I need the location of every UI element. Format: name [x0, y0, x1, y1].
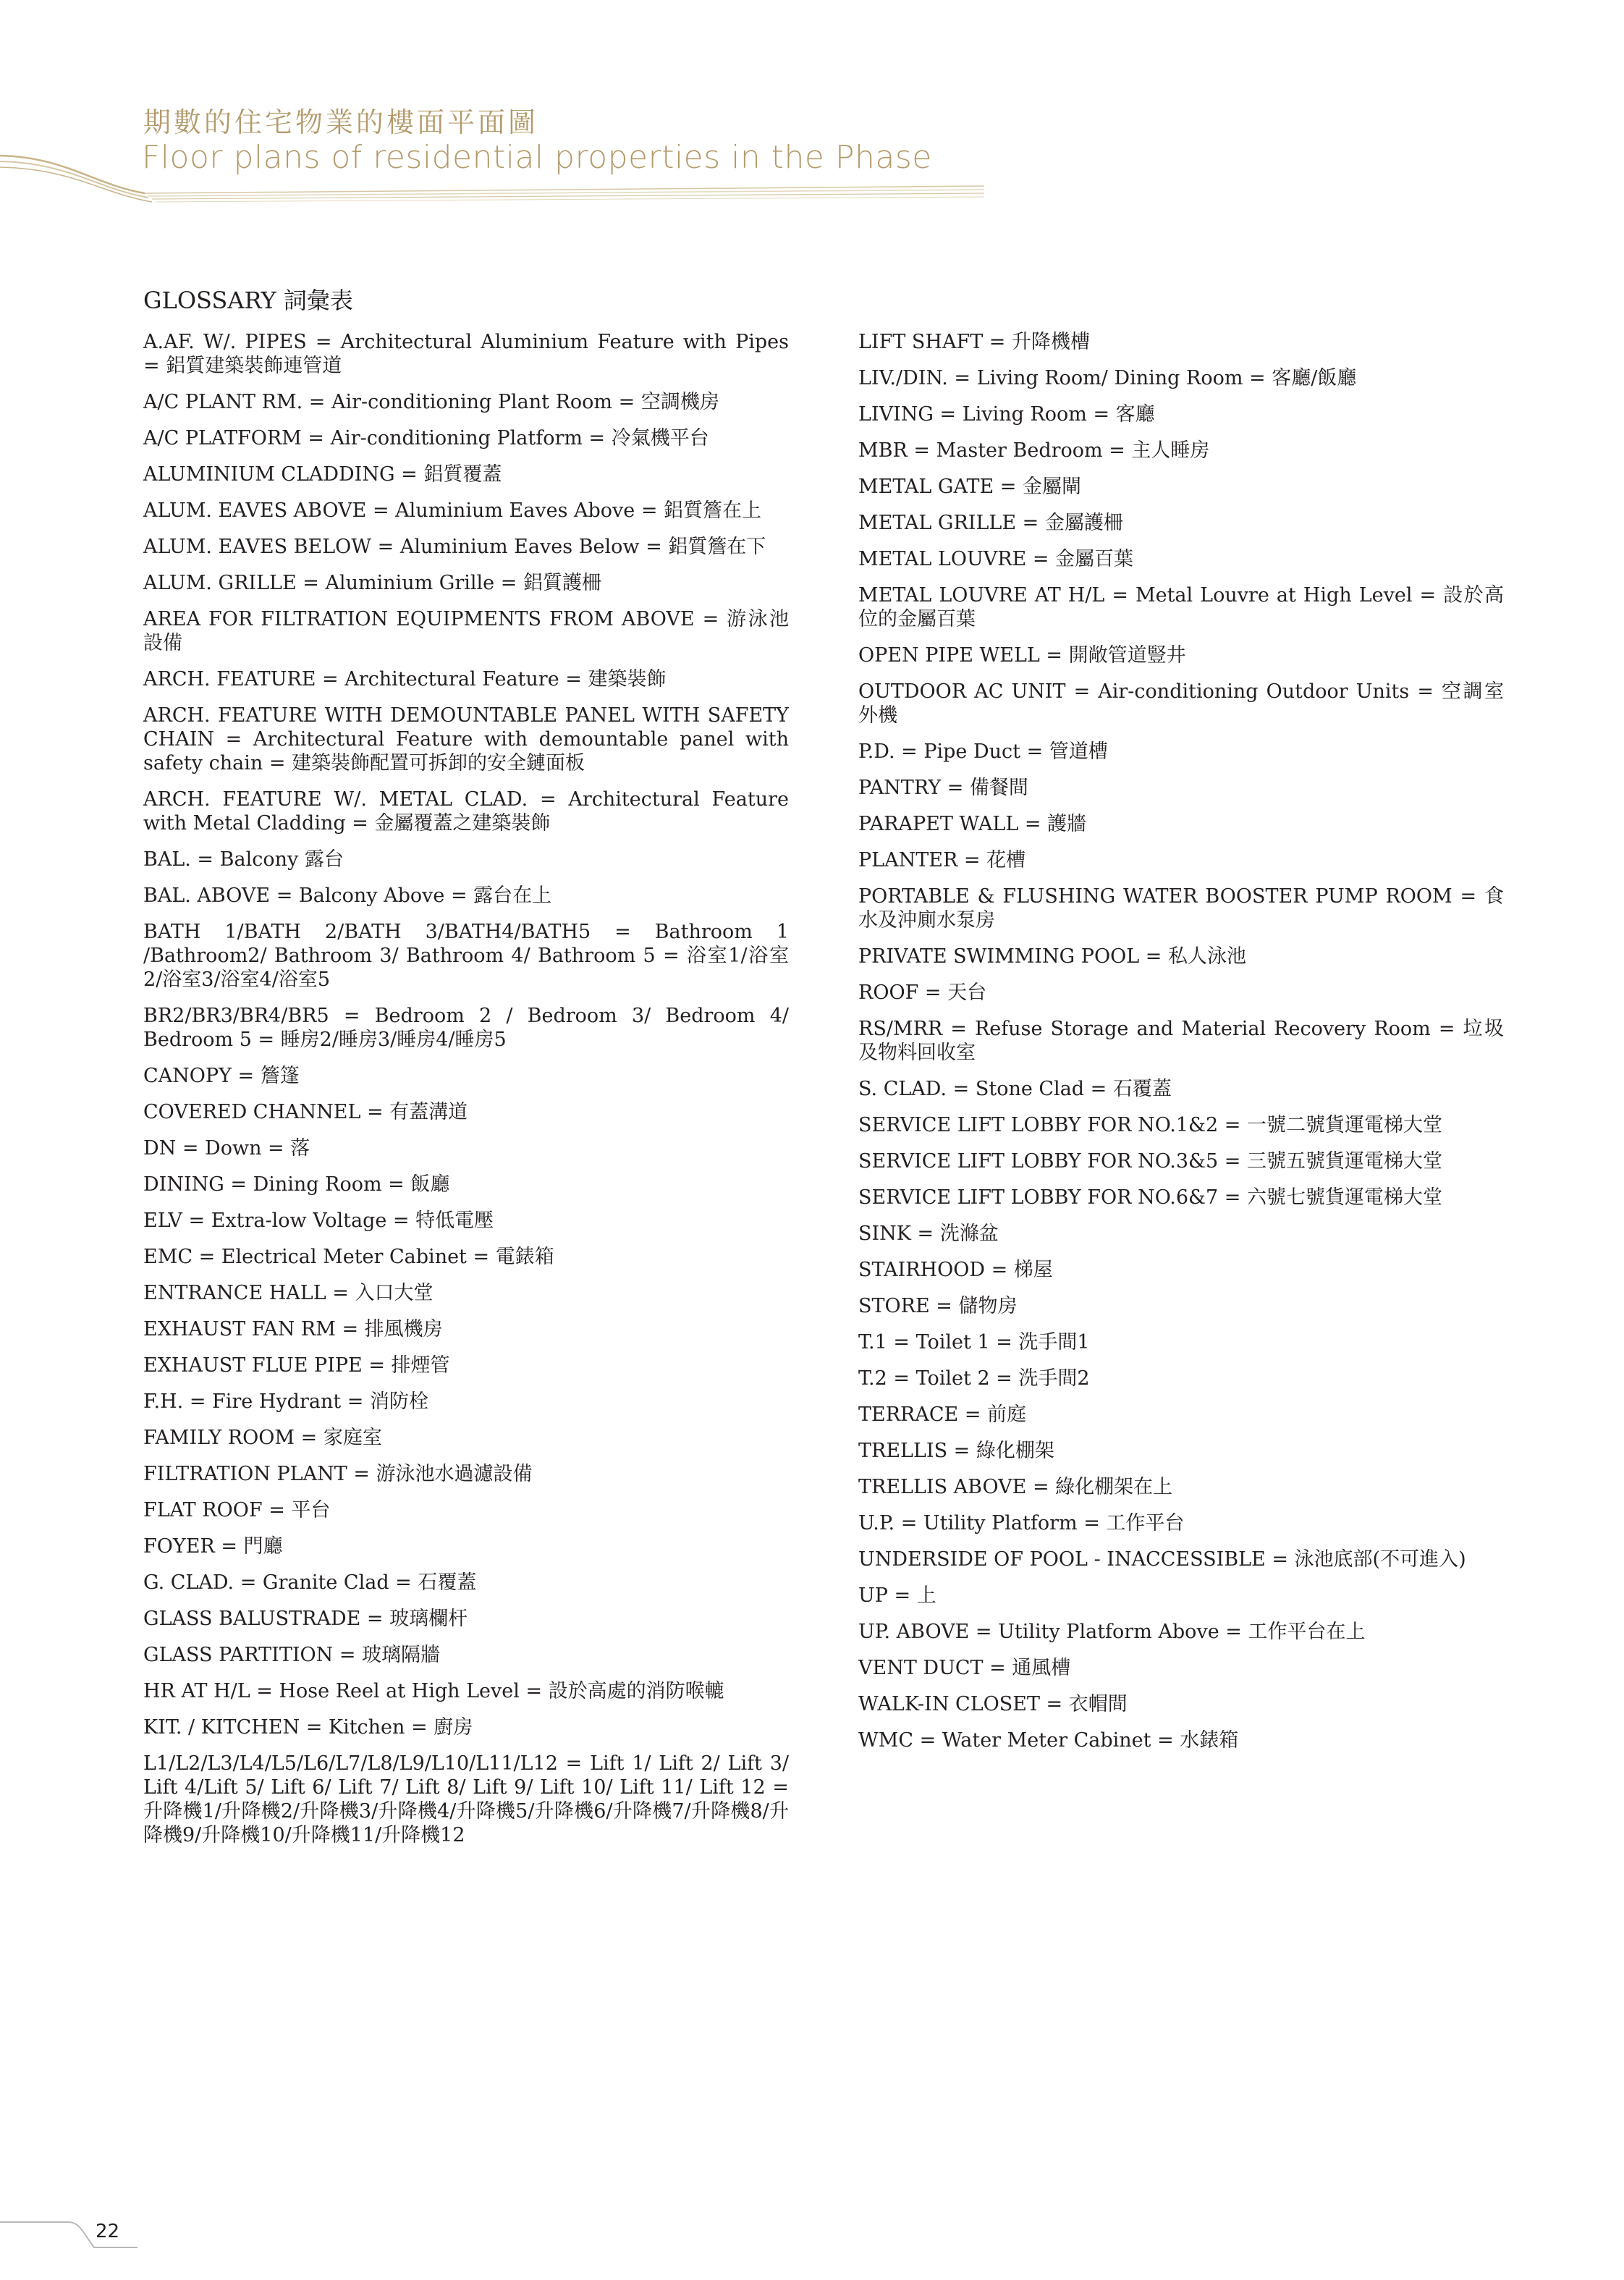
glossary-entry: COVERED CHANNEL = 有蓋溝道 [143, 1101, 468, 1123]
glossary-entry: BAL. = Balcony 露台 [143, 848, 344, 871]
glossary-entry: WALK-IN CLOSET = 衣帽間 [858, 1693, 1128, 1715]
glossary-entry: UP = 上 [858, 1584, 936, 1607]
glossary-heading: GLOSSARY 詞彙表 [143, 287, 353, 314]
glossary-entry: S. CLAD. = Stone Clad = 石覆蓋 [858, 1078, 1172, 1100]
glossary-entry: G. CLAD. = Granite Clad = 石覆蓋 [143, 1571, 477, 1594]
glossary-entry: A.AF. W/. PIPES = Architectural Aluminium Feature with Pipes = 鋁質建築裝飾連管道 [143, 331, 789, 377]
glossary-entry: UNDERSIDE OF POOL - INACCESSIBLE = 泳池底部(不可進入) [858, 1548, 1466, 1571]
glossary-entry: TERRACE = 前庭 [858, 1403, 1027, 1426]
glossary-entry: METAL LOUVRE = 金屬百葉 [858, 548, 1134, 570]
glossary-entry: PLANTER = 花槽 [858, 849, 1026, 871]
glossary-entry: SINK = 洗滌盆 [858, 1223, 999, 1245]
glossary-entry: EMC = Electrical Meter Cabinet = 電錶箱 [143, 1246, 554, 1268]
page-title-english: Floor plans of residential properties in the Phase [142, 139, 932, 176]
glossary-entry: DINING = Dining Room = 飯廳 [143, 1173, 450, 1196]
glossary-entry: ELV = Extra-low Voltage = 特低電壓 [143, 1209, 494, 1232]
glossary-entry: HR AT H/L = Hose Reel at High Level = 設於高處的消防喉轆 [143, 1680, 724, 1702]
glossary-entry: STORE = 儲物房 [858, 1295, 1018, 1317]
glossary-entry: GLASS BALUSTRADE = 玻璃欄杆 [143, 1608, 468, 1630]
glossary-entry: UP. ABOVE = Utility Platform Above = 工作平台在上 [858, 1621, 1366, 1643]
glossary-entry: ENTRANCE HALL = 入口大堂 [143, 1282, 434, 1304]
glossary-entry: SERVICE LIFT LOBBY FOR NO.6&7 = 六號七號貨運電梯大堂 [858, 1186, 1443, 1209]
glossary-entry: LIFT SHAFT = 升降機槽 [858, 331, 1090, 353]
glossary-entry: PANTRY = 備餐間 [858, 777, 1028, 799]
glossary-entry: ARCH. FEATURE = Architectural Feature = 建築裝飾 [143, 668, 667, 691]
glossary-entry: ARCH. FEATURE W/. METAL CLAD. = Architectural Feature with Metal Cladding = 金屬覆蓋之建築裝飾 [143, 788, 789, 835]
glossary-entry: PARAPET WALL = 護牆 [858, 813, 1087, 835]
glossary-entry: STAIRHOOD = 梯屋 [858, 1259, 1053, 1281]
glossary-entry: KIT. / KITCHEN = Kitchen = 廚房 [143, 1716, 473, 1739]
glossary-entry: BAL. ABOVE = Balcony Above = 露台在上 [143, 884, 552, 907]
glossary-entry: ROOF = 天台 [858, 981, 987, 1004]
glossary-entry: FOYER = 門廳 [143, 1535, 283, 1558]
page-number: 22 [96, 2221, 120, 2242]
glossary-entry: ALUM. GRILLE = Aluminium Grille = 鋁質護柵 [143, 572, 601, 594]
glossary-entry: PRIVATE SWIMMING POOL = 私人泳池 [858, 945, 1246, 968]
glossary-entry: ALUM. EAVES ABOVE = Aluminium Eaves Above = 鋁質簷在上 [143, 499, 762, 522]
glossary-entry: T.2 = Toilet 2 = 洗手間2 [858, 1367, 1090, 1390]
glossary-entry: FLAT ROOF = 平台 [143, 1499, 331, 1521]
glossary-entry: BATH 1/BATH 2/BATH 3/BATH4/BATH5 = Bathroom 1 /Bathroom2/ Bathroom 3/ Bathroom 4/ Bathroom 5 = 浴室1/浴室2/浴室3/浴室4/浴室5 [143, 921, 789, 991]
glossary-entry: LIV./DIN. = Living Room/ Dining Room = 客廳/飯廳 [858, 367, 1357, 389]
glossary-entry: TRELLIS = 綠化棚架 [858, 1440, 1054, 1462]
glossary-entry: T.1 = Toilet 1 = 洗手間1 [858, 1331, 1090, 1354]
glossary-entry: FAMILY ROOM = 家庭室 [143, 1427, 382, 1449]
glossary-entry: OPEN PIPE WELL = 開敞管道豎井 [858, 644, 1186, 667]
glossary-entry: CANOPY = 簷篷 [143, 1065, 300, 1087]
glossary-entry: AREA FOR FILTRATION EQUIPMENTS FROM ABOVE = 游泳池設備 [143, 608, 789, 654]
glossary-entry: EXHAUST FAN RM = 排風機房 [143, 1318, 443, 1340]
glossary-right-column [858, 330, 1504, 1765]
glossary-entry: PORTABLE & FLUSHING WATER BOOSTER PUMP ROOM = 食水及沖廁水泵房 [858, 885, 1504, 932]
glossary-entry: RS/MRR = Refuse Storage and Material Recovery Room = 垃圾及物料回收室 [858, 1018, 1504, 1064]
glossary-entry: U.P. = Utility Platform = 工作平台 [858, 1512, 1185, 1534]
glossary-entry: P.D. = Pipe Duct = 管道槽 [858, 740, 1108, 763]
glossary-entry: EXHAUST FLUE PIPE = 排煙管 [143, 1354, 450, 1377]
glossary-entry: SERVICE LIFT LOBBY FOR NO.3&5 = 三號五號貨運電梯大堂 [858, 1150, 1443, 1173]
page-header [0, 0, 1624, 232]
glossary-left-column [143, 330, 789, 1859]
glossary-entry: FILTRATION PLANT = 游泳池水過濾設備 [143, 1463, 533, 1485]
glossary-entry: SERVICE LIFT LOBBY FOR NO.1&2 = 一號二號貨運電梯大堂 [858, 1114, 1443, 1136]
glossary-entry: VENT DUCT = 通風槽 [858, 1657, 1071, 1679]
glossary-entry: OUTDOOR AC UNIT = Air-conditioning Outdoor Units = 空調室外機 [858, 680, 1504, 727]
glossary-entry: METAL GATE = 金屬閘 [858, 476, 1081, 498]
glossary-entry: ALUMINIUM CLADDING = 鋁質覆蓋 [143, 463, 502, 486]
glossary-entry: ALUM. EAVES BELOW = Aluminium Eaves Below = 鋁質簷在下 [143, 536, 766, 558]
glossary-entry: WMC = Water Meter Cabinet = 水錶箱 [858, 1729, 1239, 1752]
glossary-entry: MBR = Master Bedroom = 主人睡房 [858, 439, 1210, 462]
glossary-entry: METAL LOUVRE AT H/L = Metal Louvre at High Level = 設於高位的金屬百葉 [858, 584, 1504, 630]
glossary-entry: A/C PLATFORM = Air-conditioning Platform = 冷氣機平台 [143, 427, 709, 449]
glossary-entry: F.H. = Fire Hydrant = 消防栓 [143, 1390, 428, 1413]
glossary-entry: ARCH. FEATURE WITH DEMOUNTABLE PANEL WITH SAFETY CHAIN = Architectural Feature with demountable panel with safety chain = 建築裝飾配置可拆卸的安全鏈面板 [143, 704, 789, 774]
glossary-entry: TRELLIS ABOVE = 綠化棚架在上 [858, 1476, 1173, 1498]
glossary-entry: DN = Down = 落 [143, 1137, 310, 1160]
page-title-chinese: 期數的住宅物業的樓面平面圖 [143, 106, 539, 138]
glossary-entry: A/C PLANT RM. = Air-conditioning Plant Room = 空調機房 [143, 391, 719, 413]
glossary-entry: BR2/BR3/BR4/BR5 = Bedroom 2 / Bedroom 3/ Bedroom 4/ Bedroom 5 = 睡房2/睡房3/睡房4/睡房5 [143, 1005, 789, 1051]
glossary-entry: METAL GRILLE = 金屬護柵 [858, 512, 1123, 534]
glossary-entry: LIVING = Living Room = 客廳 [858, 403, 1155, 426]
glossary-entry: GLASS PARTITION = 玻璃隔牆 [143, 1644, 441, 1666]
glossary-entry: L1/L2/L3/L4/L5/L6/L7/L8/L9/L10/L11/L12 = Lift 1/ Lift 2/ Lift 3/ Lift 4/Lift 5/ Lift 6/ Lift 7/ Lift 8/ Lift 9/ Lift 10/ Lift 11/ Lift 12 = 升降機1/升降機2/升降機3/升降機4/升降機5/升降機6/升降機7/升降機8/升降機9/升降機10/升降機11/升降機12 [143, 1752, 789, 1846]
